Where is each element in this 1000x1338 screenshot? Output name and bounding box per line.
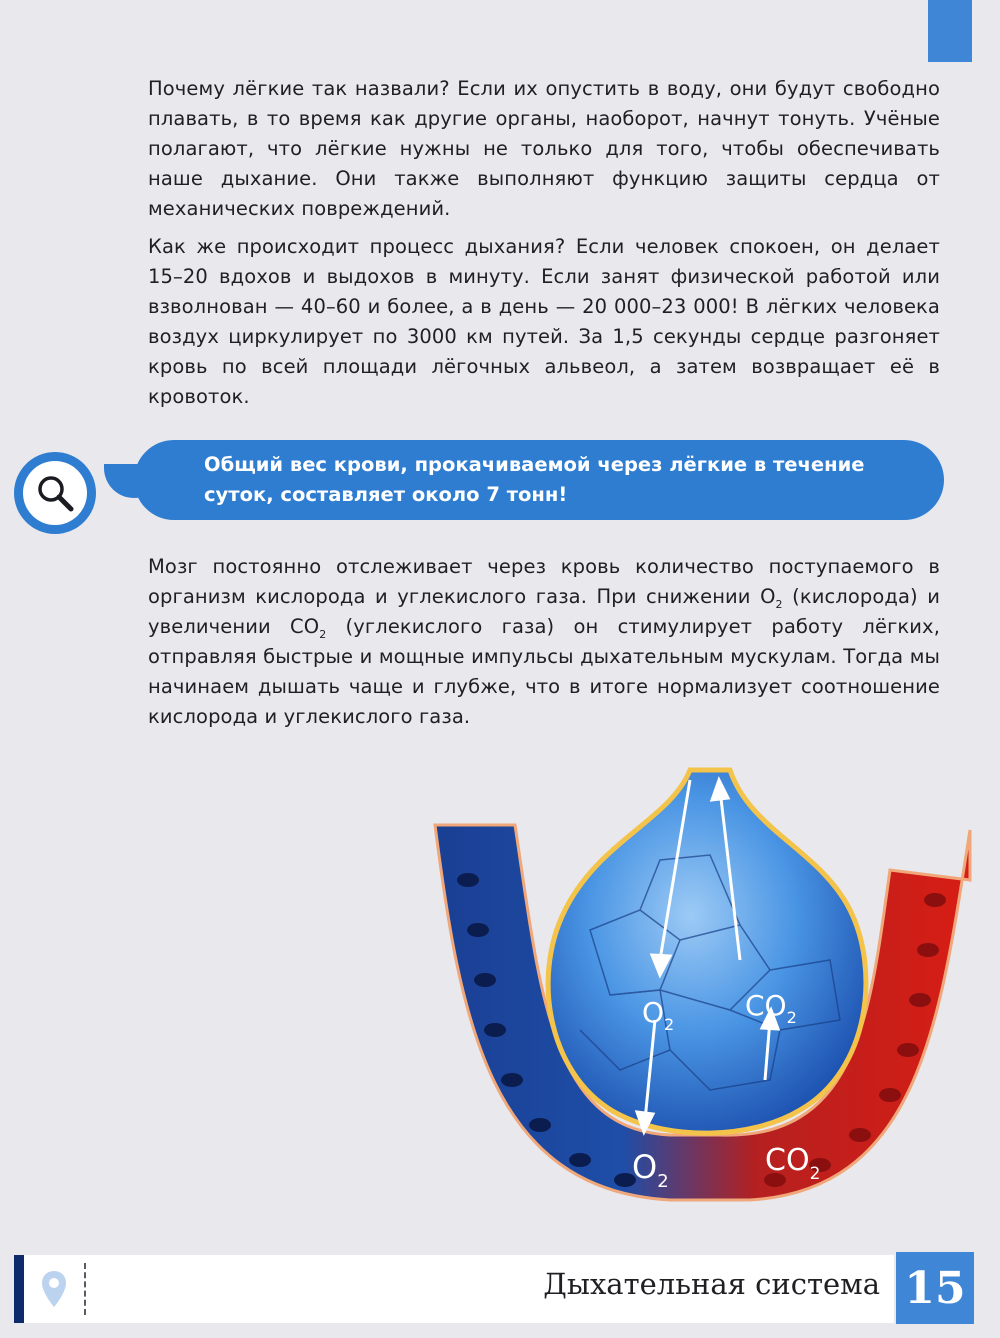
paragraph-lungs-name: Почему лёгкие так назвали? Если их опустить в воду, они будут свободно плавать, в то время как другие органы, наоборот, начнут тонуть. Учёные полагают, что лёгкие нужны не только для того, чтобы обеспечивать наше дыхание. Они также выполняют функцию защиты сердца от механических повреждений. [148, 77, 940, 220]
fact-text: Общий вес крови, прокачиваемой через лёгкие в течение суток, составляет около 7 тонн! [204, 453, 865, 506]
label-o2-alveolus: $O_2$ [642, 996, 675, 1034]
label-co2-alveolus: $CO_2$ [745, 989, 797, 1027]
section-title: Дыхательная система [543, 1267, 880, 1301]
magnifier-icon [34, 472, 76, 514]
footer-edge [14, 1255, 24, 1323]
paragraph-brain-control: Мозг постоянно отслеживает через кровь количество поступаемого в организм кислорода и углекислого газа. При снижении $O_2$ (кислорода) и увеличении $CO_2$ (углекислого газа) он стимулирует работу лёгких, отправляя быстрые и мощные импульсы дыхательным мускулам. Тогда мы начинаем дышать чаще и глубже, что в итоге нормализует соотношение кислорода и углекислого газа. [148, 555, 940, 728]
label-o2-vessel: $O_2$ [632, 1148, 669, 1192]
alveolus-illustration [420, 760, 980, 1230]
corner-tab [928, 0, 972, 62]
fact-badge [14, 452, 96, 534]
footer-bar [14, 1255, 894, 1323]
footer-divider [84, 1263, 86, 1315]
alveolus [548, 770, 866, 1133]
fact-bar [134, 440, 944, 520]
location-pin-icon [40, 1269, 68, 1309]
paragraph-breathing-process: Как же происходит процесс дыхания? Если человек спокоен, он делает 15–20 вдохов и выдохов в минуту. Если занят физической работой или взволнован — 40–60 и более, а в день — 20 000–23 000! В лёгких человека воздух циркулирует по 3000 км путей. За 1,5 секунды сердце разгоняет кровь по всей площади лёгочных альвеол, а затем возвращает её в кровоток. [148, 235, 940, 408]
page-number: 15 [896, 1252, 974, 1324]
label-co2-vessel: $CO_2$ [765, 1143, 821, 1184]
fact-callout [14, 440, 934, 540]
